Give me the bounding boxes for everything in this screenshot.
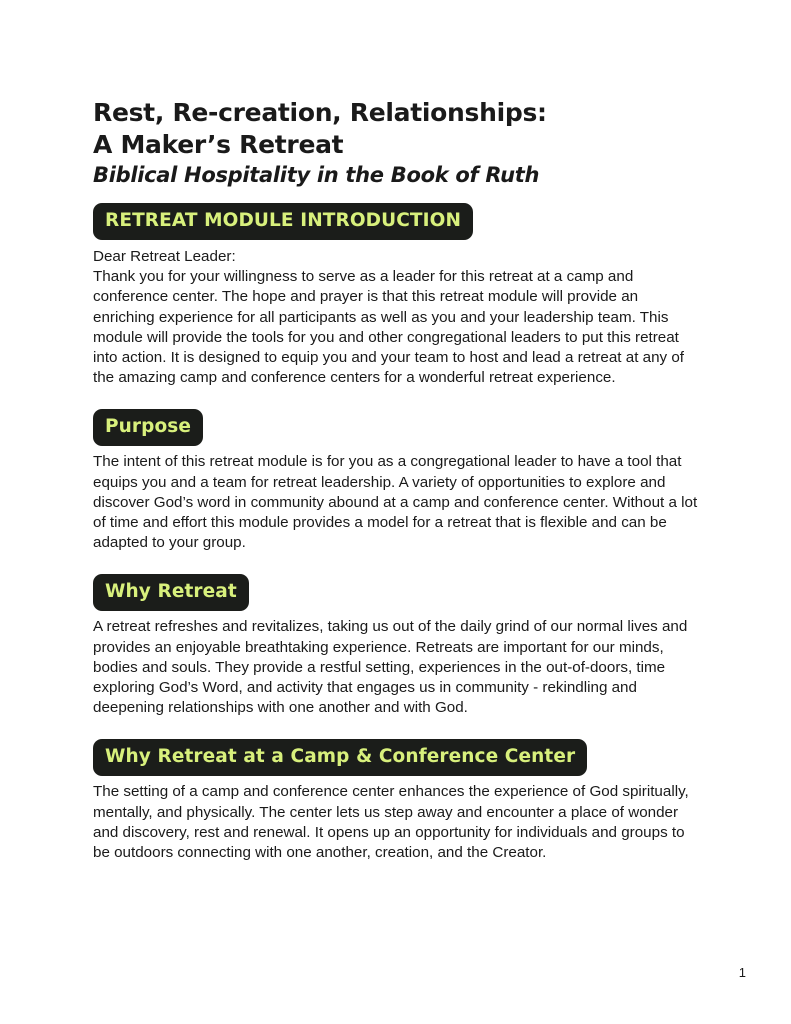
- title-line-1: Rest, Re-creation, Relationships:: [93, 98, 547, 127]
- salutation: Dear Retreat Leader:: [93, 248, 236, 265]
- section-heading-why-retreat: Why Retreat: [93, 574, 249, 611]
- section-text-why-retreat: A retreat refreshes and revitalizes, taking us out of the daily grind of our normal lives and provides an enjoyable breathtaking experience. Retreats are important for our minds, bodies and souls. They provide a restful setting, experiences in the out-of-doors, time exploring God’s Word, and activity that engages us in community - rekindling and deepening relationships with one another and with God.: [93, 618, 688, 717]
- section-heading-camp-center: Why Retreat at a Camp & Conference Center: [93, 739, 587, 776]
- introduction-body: Thank you for your willingness to serve as a leader for this retreat at a camp and conference center. The hope and prayer is that this retreat module will provide an enriching experience for all participants as well as you and your leadership team. This module will provide the tools for you and other congregational leaders to put this retreat into action. It is designed to equip you and your team to host and lead a retreat at any of the amazing camp and conference centers for a wonderful retreat experience.: [93, 268, 685, 387]
- document-title: [93, 97, 703, 161]
- document-subtitle: Biblical Hospitality in the Book of Ruth: [93, 163, 540, 187]
- section-heading-purpose: Purpose: [93, 409, 203, 446]
- section-camp-center: [93, 739, 703, 863]
- section-purpose: [93, 409, 703, 553]
- section-text-purpose: The intent of this retreat module is for you as a congregational leader to have a tool that equips you and a team for retreat leadership. A variety of opportunities to explore and discover God’s word in community abound at a camp and conference center. Without a lot of time and effort this module provides a model for a retreat that is flexible and can be adapted to your group.: [93, 453, 698, 552]
- page-number: 1: [738, 965, 746, 980]
- section-why-retreat: [93, 574, 703, 718]
- section-text-introduction: [93, 247, 703, 388]
- title-line-2: A Maker’s Retreat: [93, 130, 344, 159]
- section-text-camp-center: The setting of a camp and conference center enhances the experience of God spiritually, mentally, and physically. The center lets us step away and encounter a place of wonder and discovery, rest and renewal. It opens up an opportunity for individuals and groups to be outdoors connecting with one another, creation, and the Creator.: [93, 783, 689, 862]
- section-introduction: [93, 203, 703, 388]
- document-page: [93, 97, 703, 863]
- section-heading-introduction: RETREAT MODULE INTRODUCTION: [93, 203, 473, 240]
